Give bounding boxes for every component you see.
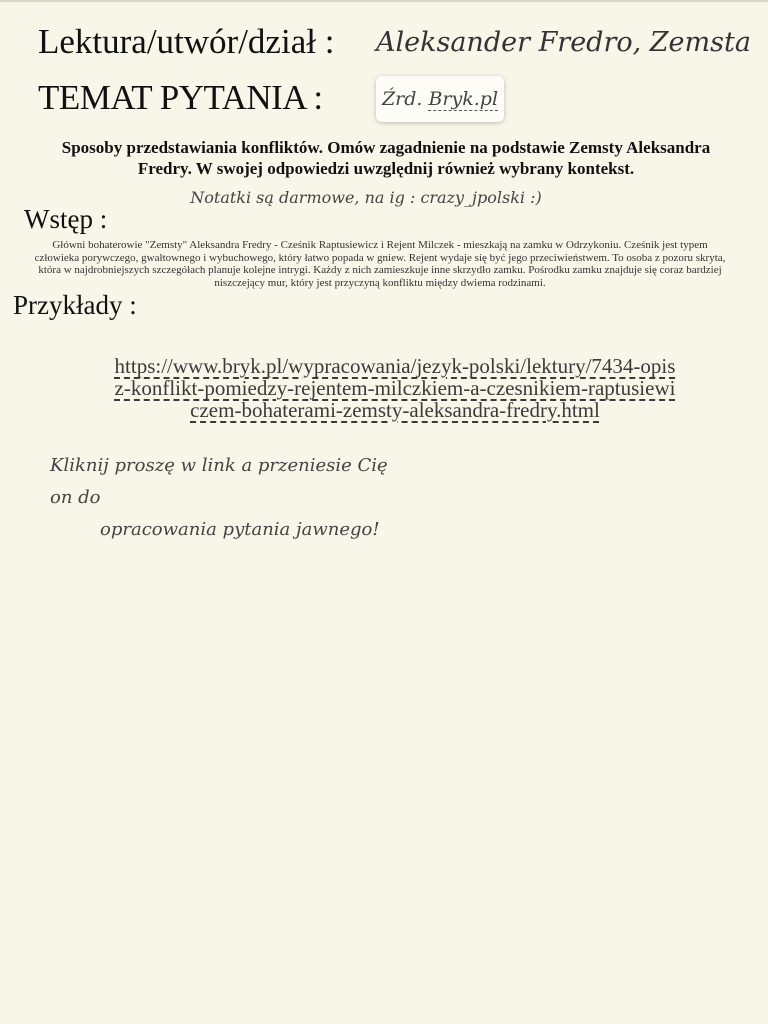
temat-row xyxy=(38,76,758,126)
top-border xyxy=(0,0,768,2)
notes-text: Notatki są darmowe, na ig : crazy_jpolski :) xyxy=(190,188,542,207)
examples-heading: Przykłady : xyxy=(13,290,137,320)
lektura-value: Aleksander Fredro, Zemsta xyxy=(376,27,751,58)
source-chip[interactable] xyxy=(376,76,504,122)
temat-label: TEMAT PYTANIA : xyxy=(38,78,323,117)
source-prefix: Źrd. xyxy=(381,88,429,110)
example-link[interactable]: https://www.bryk.pl/wypracowania/jezyk-polski/lektury/7434-opisz-konflikt-pomiedzy-rejentem-milczkiem-a-czesnikiem-raptusiewiczem-bohaterami-zemsty-aleksandra-fredry.html xyxy=(114,354,676,422)
intro-heading: Wstęp : xyxy=(24,204,108,234)
link-hint xyxy=(50,450,410,546)
lektura-label: Lektura/utwór/dział : xyxy=(38,22,335,61)
question-text: Sposoby przedstawiania konfliktów. Omów zagadnienie na podstawie Zemsty Aleksandra Fredry. W swojej odpowiedzi uwzględnij również wybrany kontekst. xyxy=(61,138,711,178)
hint-line-1: Kliknij proszę w link a przeniesie Cię on do xyxy=(50,455,388,508)
hint-line-2: opracowania pytania jawnego! xyxy=(100,519,380,540)
intro-paragraph: Główni bohaterowie "Zemsty" Aleksandra Fredry - Cześnik Raptusiewicz i Rejent Milczek - mieszkają na zamku w Odrzykoniu. Cześnik jest typem człowieka porywczego, gwałtownego i wybuchowego, który łatwo popada w gniew. Rejent wydaje się być jego przeciwieństwem. To osoba z pozoru skryta, która w najdrobniejszych szczegółach planuje kolejne intrygi. Każdy z nich zamieszkuje inne skrzydło zamku. Pośrodku zamku znajduje się coraz bardziej niszczejący mur, który jest przyczyną konfliktu między dwiema rodzinami. xyxy=(34,239,726,289)
source-text xyxy=(382,88,498,110)
source-link[interactable]: Bryk.pl xyxy=(428,88,499,110)
lektura-row xyxy=(38,22,758,66)
